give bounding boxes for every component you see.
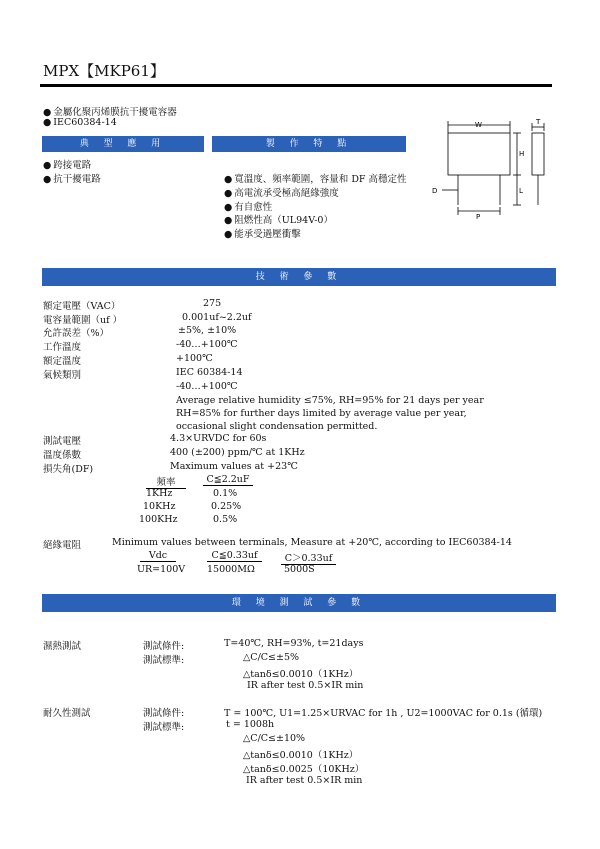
insulation-header-large: C＞0.33uf — [281, 550, 336, 565]
spec-label: 額定電壓（VAC） — [43, 301, 121, 312]
spec-value: IEC 60384-14 — [176, 367, 243, 378]
dim-t-label: T — [536, 118, 541, 126]
insulation-row-small: 15000MΩ — [207, 564, 255, 575]
feature-item: ● 阻燃性高（UL94V-0） — [224, 212, 333, 226]
env-std-value: △C/C≤±5% — [243, 652, 300, 663]
df-header-cap: C≦2.2uF — [203, 474, 253, 486]
test-value: 400 (±200) ppm/℃ at 1KHz — [170, 447, 305, 458]
spec-label: 電容量範圍（uf ） — [43, 315, 123, 326]
spec-label: 額定溫度 — [43, 356, 82, 367]
env-test-name: 濕熱測試 — [43, 641, 82, 652]
intro-line-2: ● IEC60384-14 — [43, 117, 117, 128]
feature-item: ● 能承受過壓衝擊 — [224, 226, 301, 240]
env-std-value: △tanδ≤0.0010（1KHz） — [243, 669, 359, 680]
dim-w-label: W — [475, 121, 482, 129]
application-item: ● 跨接電路 — [43, 157, 91, 171]
env-cond-label: 測試條件: — [143, 708, 185, 719]
env-time-value: t = 1008h — [226, 719, 275, 730]
spec-value: ±5%, ±10% — [178, 325, 237, 336]
insulation-header-vdc: Vdc — [140, 550, 176, 562]
bar-tech: 技 術 參 數 — [42, 268, 556, 286]
df-row-value: 0.25% — [211, 501, 242, 512]
spec-label: 允許誤差（%） — [43, 328, 110, 339]
bar-env: 環 境 測 試 參 數 — [42, 594, 556, 612]
df-row-value: 0.1% — [213, 488, 238, 499]
test-label: 測試電壓 — [43, 436, 82, 447]
env-std-value: IR after test 0.5×IR min — [246, 775, 363, 786]
env-std-label: 測試標準: — [143, 722, 185, 733]
spec-value: +100℃ — [176, 353, 213, 364]
env-std-value: △tanδ≤0.0025（10KHz） — [243, 764, 365, 775]
spec-value: 0.001uf~2.2uf — [182, 312, 252, 323]
feature-item: ● 寬溫度、頻率範圍，容量和 DF 高穩定性 — [224, 171, 407, 185]
dim-h-label: H — [519, 150, 525, 158]
feature-item: ● 高電流承受極高絕緣強度 — [224, 185, 339, 199]
df-row-freq: 10KHz — [143, 501, 176, 512]
insulation-row-large: 5000S — [284, 564, 315, 575]
env-test-name: 耐久性測試 — [43, 708, 91, 719]
df-row-freq: 1KHz — [146, 488, 173, 499]
env-std-label: 測試標準: — [143, 655, 185, 666]
spec-value: -40…+100℃ — [176, 339, 238, 350]
env-cond-label: 測試條件: — [143, 641, 185, 652]
env-std-value: IR after test 0.5×IR min — [247, 680, 364, 691]
df-row-freq: 100KHz — [139, 514, 178, 525]
page-title: MPX【MKP61】 — [43, 62, 165, 80]
df-row-value: 0.5% — [213, 514, 238, 525]
bar-applications: 典 型 應 用 — [42, 136, 204, 152]
climate-line: -40…+100℃ — [176, 381, 238, 392]
env-std-value: △C/C≤±10% — [243, 733, 306, 744]
insulation-text: Minimum values between terminals, Measure at +20℃, according to IEC60384-14 — [112, 537, 512, 548]
intro-line-1: ● 金屬化聚丙烯膜抗干擾電容器 — [43, 104, 177, 118]
feature-item: ● 有自愈性 — [224, 199, 272, 213]
climate-line: Average relative humidity ≤75%, RH=95% for 21 days per year — [176, 395, 484, 406]
insulation-label: 絕緣電阻 — [43, 540, 82, 551]
capacitor-dimension-diagram — [420, 115, 555, 220]
title-rule — [40, 84, 552, 87]
test-label: 損失角(DF) — [43, 464, 94, 475]
test-value: 4.3×URVDC for 60s — [170, 433, 267, 444]
bar-features: 製 作 特 點 — [212, 136, 406, 152]
insulation-row-vdc: UR=100V — [137, 564, 186, 575]
env-std-value: △tanδ≤0.0010（1KHz） — [243, 750, 359, 761]
test-value: Maximum values at +23℃ — [170, 461, 298, 472]
env-cond-value: T=40℃, RH=93%, t=21days — [224, 638, 364, 649]
dim-d-label: D — [432, 187, 438, 195]
test-label: 溫度係數 — [43, 450, 82, 461]
df-header-freq: 頻率 — [146, 474, 186, 489]
dim-p-label: P — [476, 213, 481, 220]
insulation-header-small: C≦0.33uf — [207, 550, 262, 562]
climate-line: occasional slight condensation permitted. — [176, 421, 378, 432]
climate-line: RH=85% for further days limited by average value per year, — [176, 408, 467, 419]
spec-label: 氣候類別 — [43, 370, 82, 381]
spec-label: 工作溫度 — [43, 342, 82, 353]
dim-l-label: L — [519, 187, 523, 195]
spec-value: 275 — [203, 298, 222, 309]
application-item: ● 抗干擾電路 — [43, 171, 101, 185]
env-cond-value: T = 100℃, U1=1.25×URVAC for 1h , U2=1000VAC for 0.1s (循環) — [224, 708, 543, 719]
